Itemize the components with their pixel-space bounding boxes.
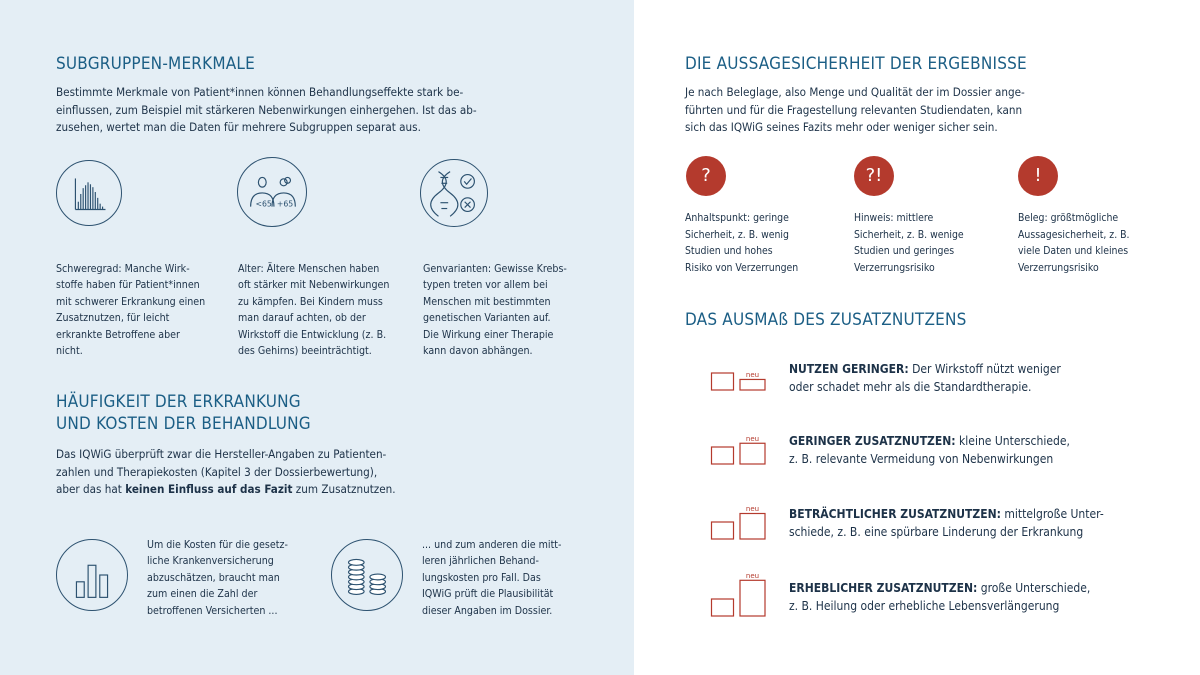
question-mark-icon: ? <box>686 156 726 196</box>
proof-caption: Beleg: größtmögliche Aussagesicherheit, z. B. viele Daten und kleines Verzerrungsrisiko <box>1018 212 1130 274</box>
new-label: neu <box>745 571 760 580</box>
age-young-label: <65 <box>255 199 272 209</box>
certainty-heading: DIE AUSSAGESICHERHEIT DER ERGEBNISSE <box>685 54 1027 74</box>
extent-scale-2 <box>710 500 772 540</box>
new-label: neu <box>745 434 760 443</box>
severity-caption: Schweregrad: Manche Wirk- stoffe haben für Patient*innen mit schwerer Erkrankung einen Zusatznutzen, für leicht erkrankte Betroffene aber nicht. <box>56 263 206 358</box>
extent-text-1: GERINGER ZUSATZNUTZEN: kleine Unterschiede, z. B. relevante Vermeidung von Nebenwirkungen <box>789 434 1070 466</box>
extent-scale-3 <box>710 571 772 617</box>
question-exclamation-icon: ?! <box>854 156 894 196</box>
new-label: neu <box>745 505 760 513</box>
new-bar <box>740 379 765 390</box>
standard-bar <box>712 373 734 390</box>
age-old-label: +65 <box>276 199 294 209</box>
new-label: neu <box>745 370 760 379</box>
frequency-intro: Das IQWiG überprüft zwar die Hersteller-Angaben zu Patienten- zahlen und Therapiekosten (Kapitel 3 der Dossierbewertung), aber das hat keinen Einfluss auf das Fazit zum Zusatznutzen. <box>56 447 396 496</box>
extent-text-3: ERHEBLICHER ZUSATZNUTZEN: große Unterschiede, z. B. Heilung oder erhebliche Lebensverlängerung <box>789 581 1091 613</box>
age-caption: Alter: Ältere Menschen haben oft stärker mit Nebenwirkungen zu kämpfen. Bei Kindern muss man darauf achten, ob der Wirkstoff die Entwicklung (z. B. des Gehirns) beeinträchtigt. <box>238 263 390 358</box>
subgroups-heading: SUBGRUPPEN-MERKMALE <box>56 54 255 74</box>
exclamation-mark-icon: ! <box>1018 156 1058 196</box>
standard-bar <box>712 599 734 616</box>
subgroups-intro: Bestimmte Merkmale von Patient*innen können Behandlungseffekte stark be- einflussen, zum Beispiel mit stärkeren Nebenwirkungen einhergehen. Ist das ab- zusehen, wertet man die Daten für mehrere Subgruppen separat aus. <box>56 85 477 134</box>
extent-text-0: NUTZEN GERINGER: Der Wirkstoff nützt weniger oder schadet mehr als die Standardtherapie. <box>789 362 1061 394</box>
extent-text-2: BETRÄCHTLICHER ZUSATZNUTZEN: mittelgroße Unter- schiede, z. B. eine spürbare Linderung der Erkrankung <box>789 507 1104 539</box>
extent-scale-1 <box>710 425 772 465</box>
dna-icon <box>420 159 488 227</box>
costs-caption: Um die Kosten für die gesetz- liche Krankenversicherung abzuschätzen, braucht man zum einen die Zahl der betroffenen Versicherten ... <box>147 539 288 617</box>
genvariants-caption: Genvarianten: Gewisse Krebs- typen treten vor allem bei Menschen mit bestimmten genetischen Varianten auf. Die Wirkung einer Therapie kann davon abhängen. <box>423 263 567 358</box>
hint-caption: Hinweis: mittlere Sicherheit, z. B. wenige Studien und geringes Verzerrungsrisiko <box>854 212 964 274</box>
frequency-heading: HÄUFIGKEIT DER ERKRANKUNG UND KOSTEN DER BEHANDLUNG <box>56 392 311 434</box>
standard-bar <box>712 522 734 539</box>
standard-bar <box>712 447 734 464</box>
age-groups-icon <box>237 157 307 227</box>
indication-caption: Anhaltspunkt: geringe Sicherheit, z. B. wenig Studien und hohes Risiko von Verzerrungen <box>685 212 799 274</box>
treatment-costs-caption: ... und zum anderen die mitt- leren jährlichen Behand- lungskosten pro Fall. Das IQWiG prüft die Plausibilität dieser Angaben im Dossier. <box>422 539 562 617</box>
coin-stacks-icon <box>331 539 403 611</box>
severity-histogram-icon <box>56 160 122 226</box>
new-bar <box>740 580 765 616</box>
extent-scale-0 <box>710 351 772 391</box>
extent-heading: DAS AUSMAß DES ZUSATZNUTZENS <box>685 310 967 330</box>
new-bar <box>740 514 765 540</box>
new-bar <box>740 443 765 464</box>
bar-chart-icon <box>56 539 128 611</box>
certainty-intro: Je nach Beleglage, also Menge und Qualität der im Dossier ange- führten und für die Fragestellung relevanten Studiendaten, kann sich das IQWiG seines Fazits mehr oder weniger sicher sein. <box>685 85 1025 134</box>
frequency-emphasis: keinen Einfluss auf das Fazit <box>125 482 293 496</box>
